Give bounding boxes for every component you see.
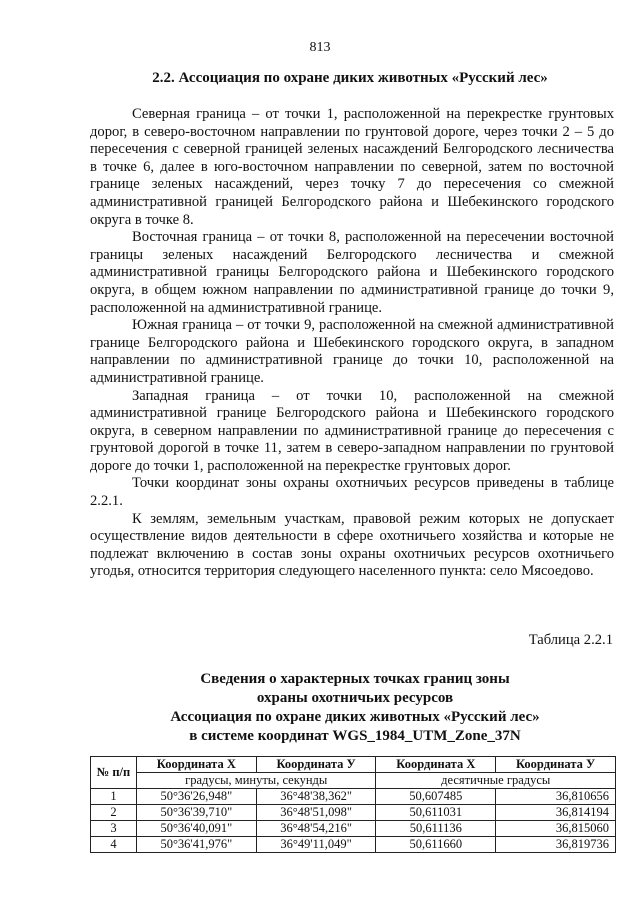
header-x-dec: Координата X [376, 757, 496, 773]
table-title-line: Ассоциация по охране диких животных «Русский лес» [170, 709, 540, 725]
cell-y-dec: 36,810656 [496, 789, 616, 805]
table-title [90, 670, 620, 746]
table-header-row [91, 757, 616, 773]
body-text [90, 106, 614, 581]
cell-y-dms: 36°48'54,216" [256, 821, 376, 837]
paragraph-west-boundary: Западная граница – от точки 10, расположенной на смежной административной границе Белгородского района и Шебекинского городского округа, в северном направлении по административной границе до пересечения с грунтовой дорогой в точке 11, затем в северо-западном направлении по грунтовой дороге до точки 1, расположенной на перекрестке грунтовых дорог. [90, 387, 614, 474]
cell-number: 1 [91, 789, 137, 805]
table-row [91, 805, 616, 821]
cell-y-dec: 36,819736 [496, 837, 616, 853]
paragraph-table-reference: Точки координат зоны охраны охотничьих ресурсов приведены в таблице 2.2.1. [90, 475, 614, 510]
cell-x-dec: 50,607485 [376, 789, 496, 805]
cell-x-dec: 50,611136 [376, 821, 496, 837]
page-number: 813 [309, 40, 331, 55]
section-title: 2.2. Ассоциация по охране диких животных «Русский лес» [152, 70, 548, 86]
cell-x-dms: 50°36'40,091" [136, 821, 256, 837]
table-subheader-row [91, 773, 616, 789]
table-title-line: Сведения о характерных точках границ зоны [200, 671, 510, 687]
coordinates-table [90, 756, 616, 853]
table-title-line: охраны охотничьих ресурсов [256, 690, 454, 706]
paragraph-north-boundary: Северная граница – от точки 1, расположенной на перекрестке грунтовых дорог, в северо-восточном направлении по грунтовой дороге, через точки 2 – 5 до пересечения с северной границей зеленых насаждений Белгородского лесничества в точке 6, далее в юго-восточном направлении по северной, затем по восточной границе зеленых насаждений, через точку 7 до пересечения со смежной административной границей Белгородского района и Шебекинского городского округа в точке 8. [90, 106, 614, 228]
cell-y-dec: 36,814194 [496, 805, 616, 821]
cell-y-dms: 36°48'38,362" [256, 789, 376, 805]
cell-x-dec: 50,611660 [376, 837, 496, 853]
table-row [91, 821, 616, 837]
cell-number: 3 [91, 821, 137, 837]
paragraph-east-boundary: Восточная граница – от точки 8, расположенной на пересечении восточной границы зеленых насаждений Белгородского лесничества и смежной административной границы Белгородского района и Шебекинского городского округа, в общем южном направлении по административной границе до точки 9, расположенной на административной границе. [90, 229, 614, 316]
table-row [91, 789, 616, 805]
cell-x-dms: 50°36'39,710" [136, 805, 256, 821]
table-caption: Таблица 2.2.1 [528, 632, 613, 648]
cell-x-dec: 50,611031 [376, 805, 496, 821]
cell-y-dms: 36°48'51,098" [256, 805, 376, 821]
cell-y-dms: 36°49'11,049" [256, 837, 376, 853]
cell-y-dec: 36,815060 [496, 821, 616, 837]
subheader-dms: градусы, минуты, секунды [136, 773, 376, 789]
paragraph-excluded-lands: К землям, земельным участкам, правовой режим которых не допускает осуществление видов деятельности в сфере охотничьего хозяйства и которые не подлежат включению в состав зоны охраны охотничьих ресурсов охотничьего угодья, относится территория следующего населенного пункта: село Мясоедово. [90, 510, 614, 580]
cell-x-dms: 50°36'26,948" [136, 789, 256, 805]
subheader-dec: десятичные градусы [376, 773, 616, 789]
header-y-dec: Координата У [496, 757, 616, 773]
header-number: № п/п [91, 757, 137, 789]
table-row [91, 837, 616, 853]
header-y-dms: Координата У [256, 757, 376, 773]
cell-x-dms: 50°36'41,976" [136, 837, 256, 853]
table-title-line: в системе координат WGS_1984_UTM_Zone_37N [189, 728, 521, 744]
paragraph-south-boundary: Южная граница – от точки 9, расположенной на смежной административной границе Белгородского района и Шебекинского городского округа, в западном направлении по административной границе до точки 10, расположенной на административной границе. [90, 317, 614, 386]
cell-number: 2 [91, 805, 137, 821]
header-x-dms: Координата X [136, 757, 256, 773]
cell-number: 4 [91, 837, 137, 853]
